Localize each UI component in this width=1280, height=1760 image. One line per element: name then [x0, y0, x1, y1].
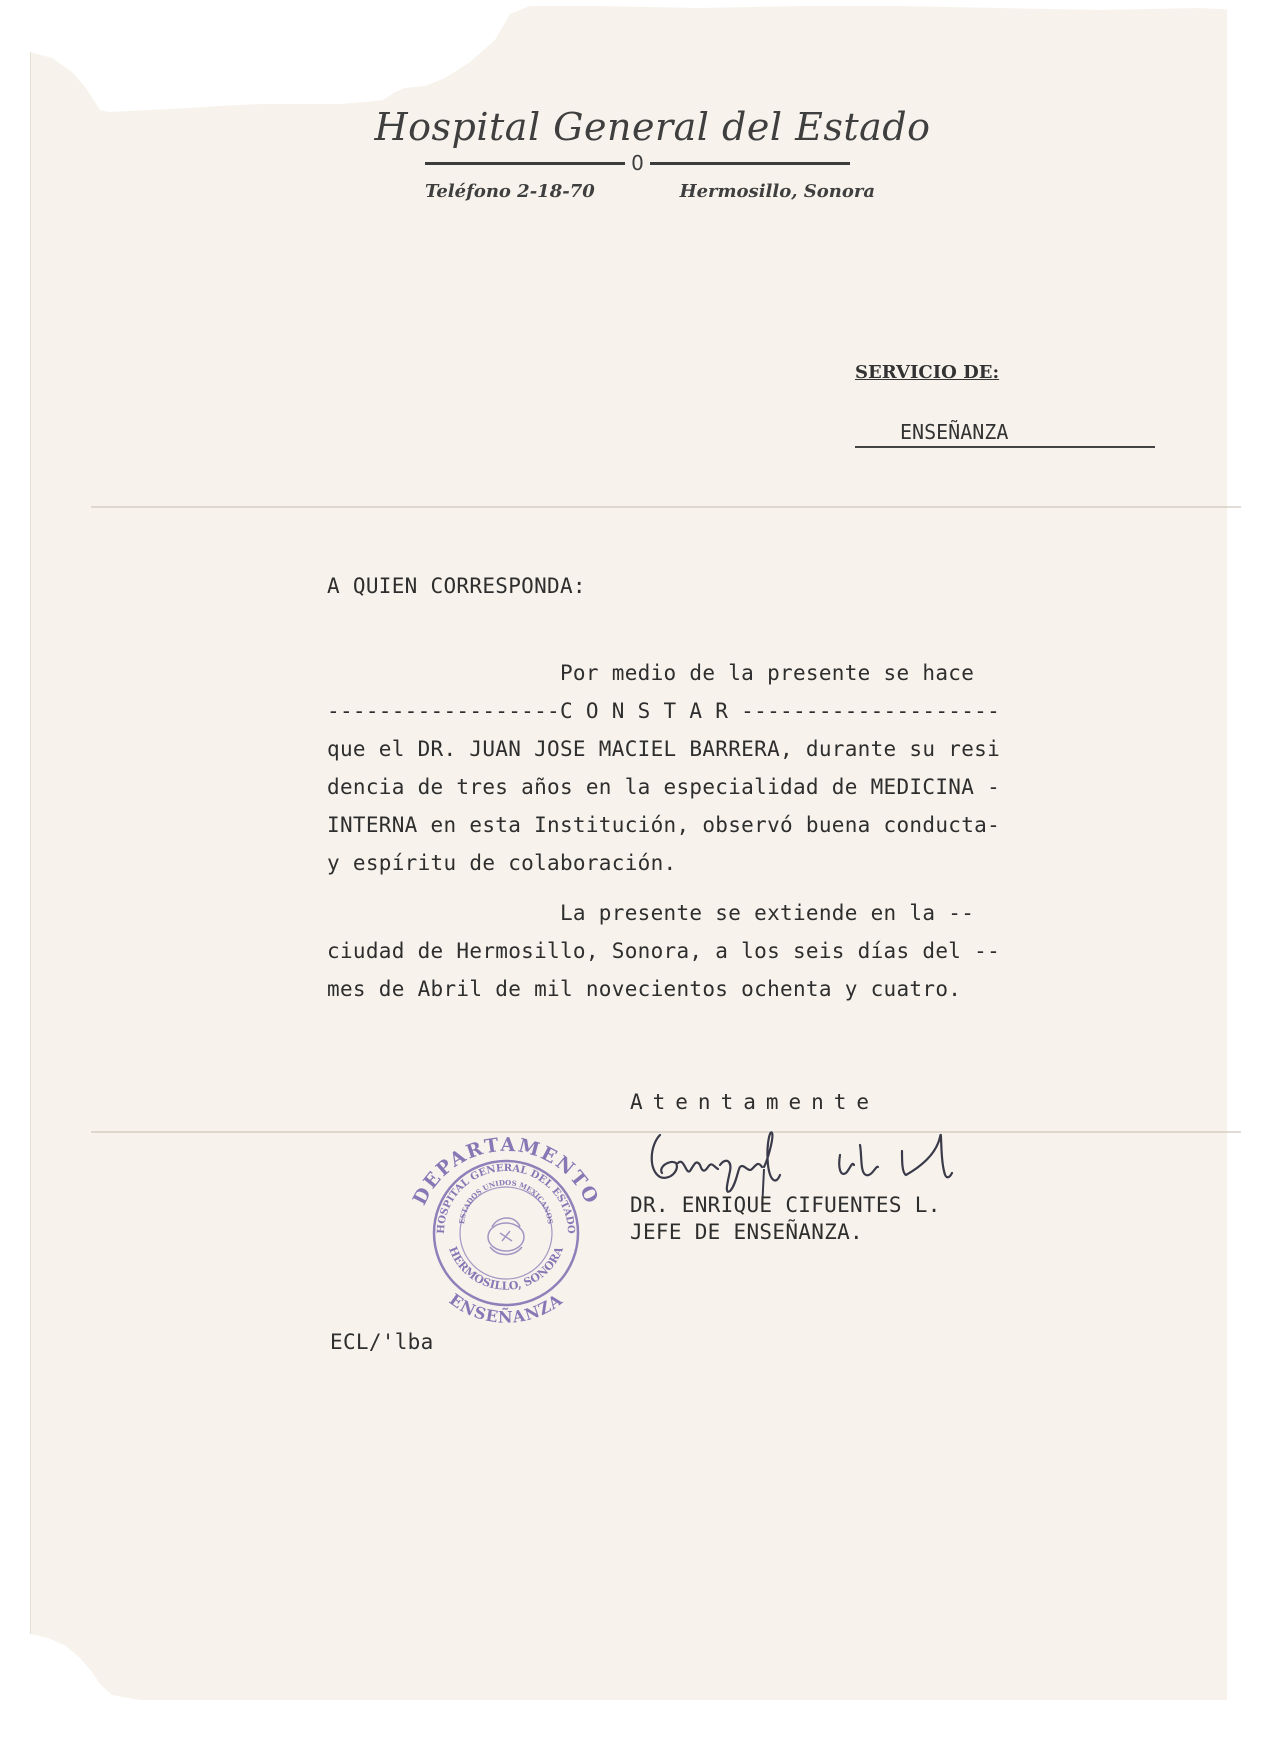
svg-text:ENSEÑANZA — [446, 1290, 567, 1327]
paragraph1-line: Por medio de la presente se hace — [327, 661, 975, 685]
paragraph2-line: mes de Abril de mil novecientos ochenta y cuatro. — [327, 977, 962, 1001]
stamp-center-text: ESTADOS UNIDOS MEXICANOS — [457, 1177, 555, 1225]
letterhead-contact — [425, 181, 875, 202]
phone-number: Teléfono 2-18-70 — [425, 181, 595, 202]
servicio-value-text: ENSEÑANZA — [900, 420, 1009, 444]
closing: Atentamente — [630, 1090, 880, 1114]
servicio-label: SERVICIO DE: — [855, 362, 1000, 383]
eagle-emblem-icon — [488, 1218, 524, 1255]
signer-title: JEFE DE ENSEÑANZA. — [630, 1220, 863, 1244]
salutation: A QUIEN CORRESPONDA: — [327, 574, 586, 598]
paragraph1-line: INTERNA en esta Institución, observó buena conducta- — [327, 813, 1001, 837]
paragraph1-line: y espíritu de colaboración. — [327, 851, 677, 875]
hospital-name: Hospital General del Estado — [374, 105, 931, 149]
official-stamp — [392, 1115, 620, 1343]
stamp-outer-top-text: DEPARTAMENTO — [408, 1133, 604, 1209]
stamp-inner-text: HOSPITAL GENERAL DEL ESTADO — [435, 1162, 577, 1235]
handwritten-signature — [640, 1115, 1000, 1205]
constar-line: ------------------C O N S T A R -------------------- — [327, 699, 1001, 723]
signer-name: DR. ENRIQUE CIFUENTES L. — [630, 1193, 941, 1217]
servicio-underline — [855, 446, 1155, 448]
rule-line-left — [425, 162, 625, 165]
rule-mark: 0 — [631, 151, 644, 175]
city: Hermosillo, Sonora — [679, 181, 875, 202]
typist-initials: ECL/'lba — [330, 1330, 434, 1354]
servicio-value — [855, 420, 1155, 444]
letterhead — [374, 105, 980, 202]
stamp-outer-bottom-text: ENSEÑANZA — [445, 1289, 567, 1327]
fold-line — [91, 506, 1241, 508]
stamp-inner-bottom-text: HERMOSILLO, SONORA — [446, 1244, 566, 1293]
paragraph1-line: que el DR. JUAN JOSE MACIEL BARRERA, durante su resi — [327, 737, 1001, 761]
paragraph2-line: La presente se extiende en la -- — [327, 901, 975, 925]
rule-line-right — [650, 162, 850, 165]
torn-edge-bottom — [0, 1560, 1280, 1760]
letterhead-rule — [295, 151, 980, 175]
paragraph1-line: dencia de tres años en la especialidad de MEDICINA - — [327, 775, 1001, 799]
paragraph2-line: ciudad de Hermosillo, Sonora, a los seis días del -- — [327, 939, 1001, 963]
